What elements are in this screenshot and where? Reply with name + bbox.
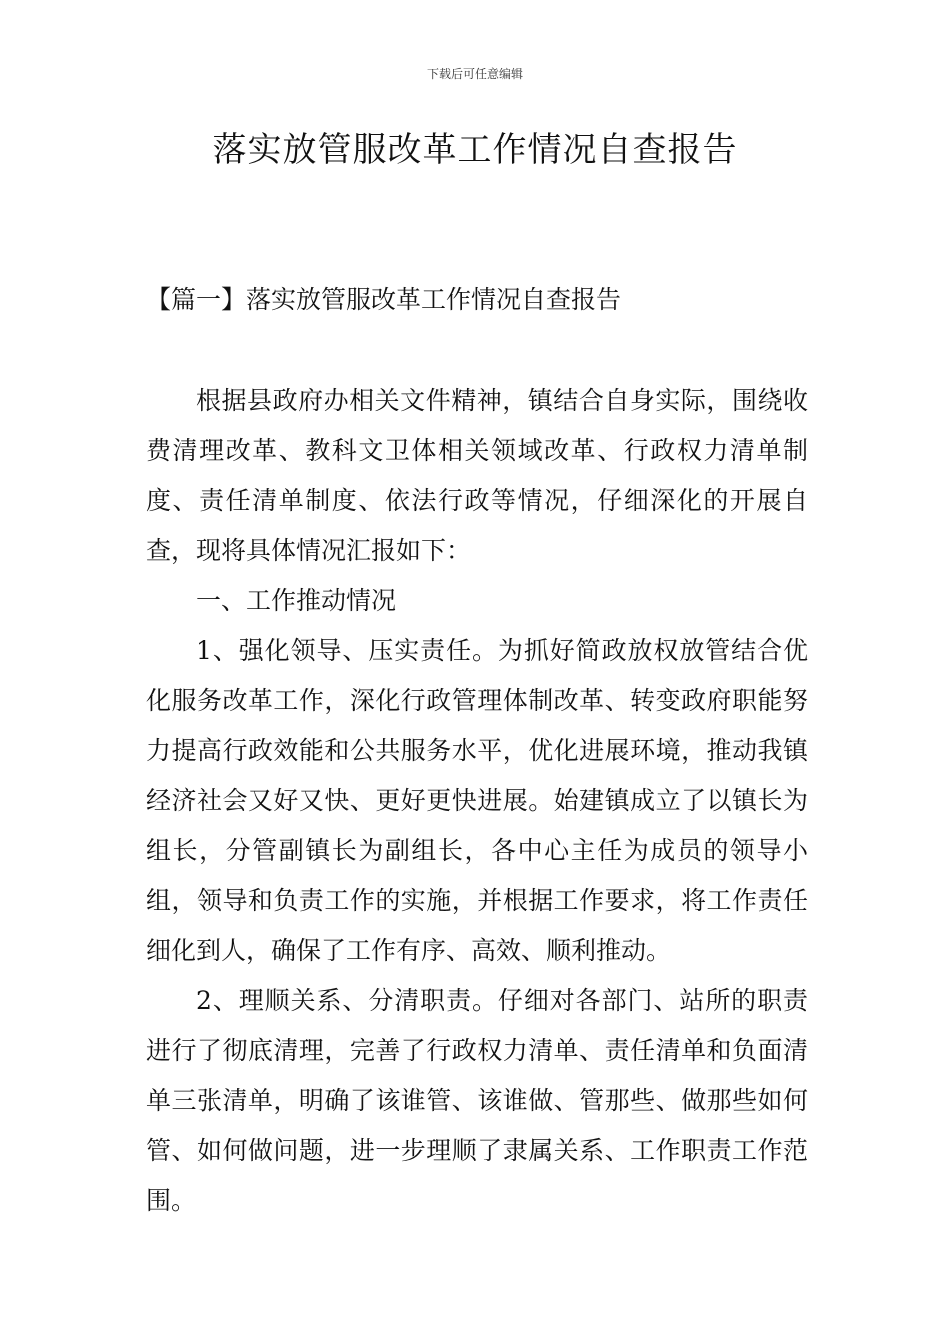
document-title: 落实放管服改革工作情况自查报告 [212, 130, 738, 170]
document-body [146, 376, 808, 1226]
header-note: 下载后可任意编辑 [426, 67, 523, 81]
paragraph-section-heading: 一、工作推动情况 [196, 586, 397, 615]
paragraph-item-1: 1、强化领导、压实责任。为抓好简政放权放管结合优化服务改革工作，深化行政管理体制改革、转变政府职能努力提高行政效能和公共服务水平，优化进展环境，推动我镇经济社会又好又快、更好更快进展。始建镇成立了以镇长为组长，分管副镇长为副组长，各中心主任为成员的领导小组，领导和负责工作的实施，并根据工作要求，将工作责任细化到人，确保了工作有序、高效、顺利推动。 [146, 636, 808, 965]
paragraph-intro: 根据县政府办相关文件精神，镇结合自身实际，围绕收费清理改革、教科文卫体相关领域改革、行政权力清单制度、责任清单制度、依法行政等情况，仔细深化的开展自查，现将具体情况汇报如下： [146, 386, 808, 565]
paragraph-item-2: 2、理顺关系、分清职责。仔细对各部门、站所的职责进行了彻底清理，完善了行政权力清单、责任清单和负面清单三张清单，明确了该谁管、该谁做、管那些、做那些如何管、如何做问题，进一步理顺了隶属关系、工作职责工作范围。 [146, 986, 808, 1215]
section-heading: 【篇一】落实放管服改革工作情况自查报告 [146, 285, 622, 314]
